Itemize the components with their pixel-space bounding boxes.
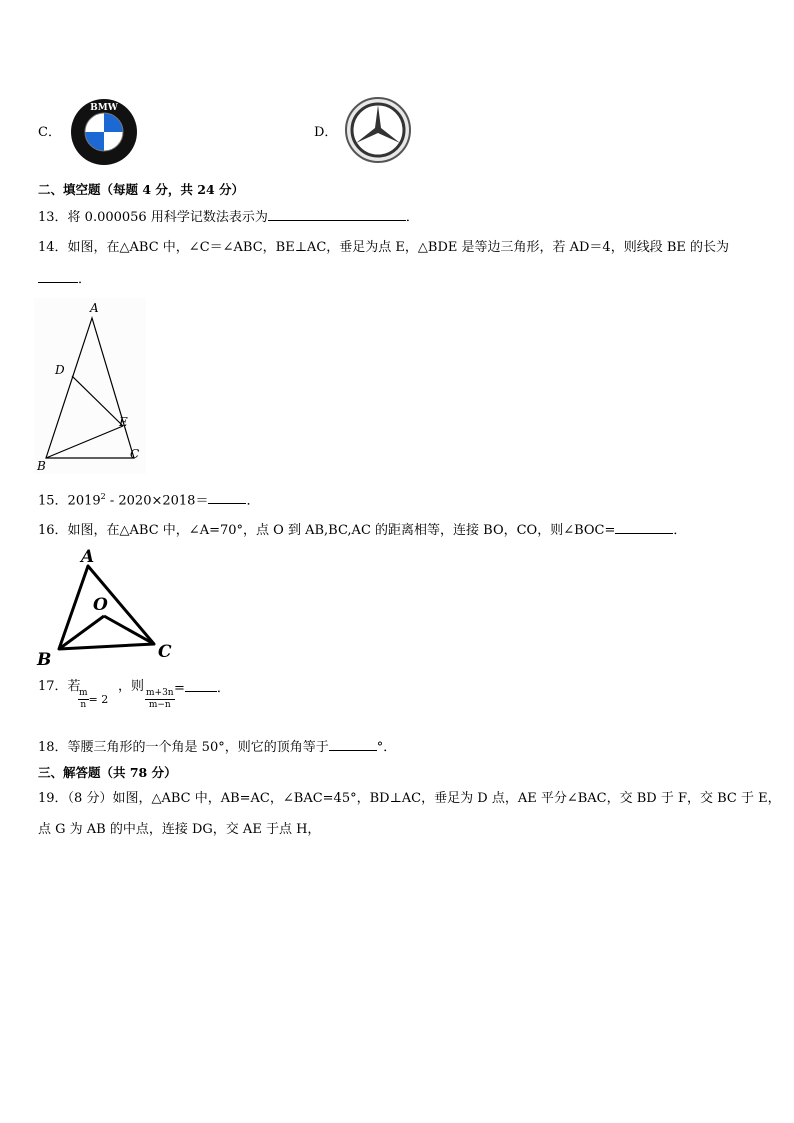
question-19-line-1: 19．（8 分）如图，△ABC 中，AB=AC，∠BAC=45°，BD⊥AC，垂足为 D 点，AE 平分∠BAC，交 BD 于 F，交 BC 于 E， — [38, 791, 781, 806]
option-d-label: D． — [314, 125, 338, 140]
question-18 — [38, 738, 396, 756]
question-17 — [118, 679, 144, 695]
q15-end: ． — [246, 493, 260, 509]
q17-end: ． — [216, 681, 230, 696]
q15-sup: 2 — [100, 492, 106, 501]
q17-eq: = — [174, 681, 185, 696]
q17-condition-fraction — [78, 688, 89, 711]
mercedes-logo — [343, 95, 413, 165]
label-C: C — [158, 642, 172, 662]
label-C: C — [130, 447, 140, 461]
question-14 — [38, 240, 729, 256]
q18-answer-blank — [329, 738, 377, 751]
q14-end: ． — [78, 272, 92, 287]
q17-expression — [145, 688, 175, 711]
question-13 — [38, 208, 419, 226]
q15-answer-blank — [208, 491, 246, 504]
bmw-letters: BMW — [90, 103, 118, 113]
q14-figure — [34, 298, 146, 474]
q17-condition — [78, 688, 108, 711]
q17-expr-den: m−n — [148, 700, 171, 710]
section-3-title: 三、解答题（共 78 分） — [38, 765, 177, 780]
label-B: B — [37, 650, 52, 670]
q13-answer-blank — [268, 208, 406, 221]
q18-text: 18．等腰三角形的一个角是 50°，则它的顶角等于 — [38, 740, 329, 755]
label-A: A — [90, 301, 99, 315]
q17-expression-fraction — [145, 688, 175, 711]
question-19-line-2: 点 G 为 AB 的中点，连接 DG，交 AE 于点 H， — [38, 822, 321, 837]
question-14-continued — [38, 270, 91, 288]
q15-pre: 15．2019 — [38, 493, 101, 509]
q13-text: 13．将 0.000056 用科学记数法表示为 — [38, 210, 268, 225]
q16-answer-blank — [615, 521, 673, 534]
section-2-title: 二、填空题（每题 4 分，共 24 分） — [38, 182, 245, 197]
label-A: A — [81, 547, 95, 567]
q17-mid: ，则 — [118, 679, 145, 694]
question-17-pre-line — [38, 679, 81, 695]
question-16 — [38, 521, 686, 539]
q14-answer-blank — [38, 270, 78, 283]
q14-text: 14．如图，在△ABC 中，∠C＝∠ABC，BE⊥AC，垂足为点 E，△BDE 是等边三角形，若 AD＝4，则线段 BE 的长为 — [38, 240, 730, 255]
q16-figure — [34, 544, 180, 670]
q17-cond-eq: = 2 — [88, 693, 109, 706]
q17-cond-num: m — [79, 688, 88, 698]
q17-expr-num: m+3n — [146, 688, 174, 698]
bmw-logo — [69, 97, 139, 167]
question-15 — [38, 489, 259, 509]
option-c-label: C． — [38, 125, 61, 140]
q15-post: - 2020×2018＝ — [105, 493, 209, 509]
q13-end: ． — [405, 210, 419, 225]
q16-end: ． — [673, 523, 687, 538]
label-B: B — [37, 459, 46, 473]
q17-pre: 17．若 — [38, 679, 81, 694]
label-D: D — [55, 363, 65, 377]
q18-end: °． — [376, 740, 397, 755]
label-E: E — [119, 415, 128, 429]
label-O: O — [93, 595, 108, 615]
q16-text: 16．如图，在△ABC 中，∠A=70°，点 O 到 AB,BC,AC 的距离相等，连接 BO，CO，则∠BOC= — [38, 523, 616, 538]
q17-answer — [174, 679, 230, 697]
q17-cond-den: n — [80, 700, 87, 710]
q17-answer-blank — [185, 679, 217, 692]
